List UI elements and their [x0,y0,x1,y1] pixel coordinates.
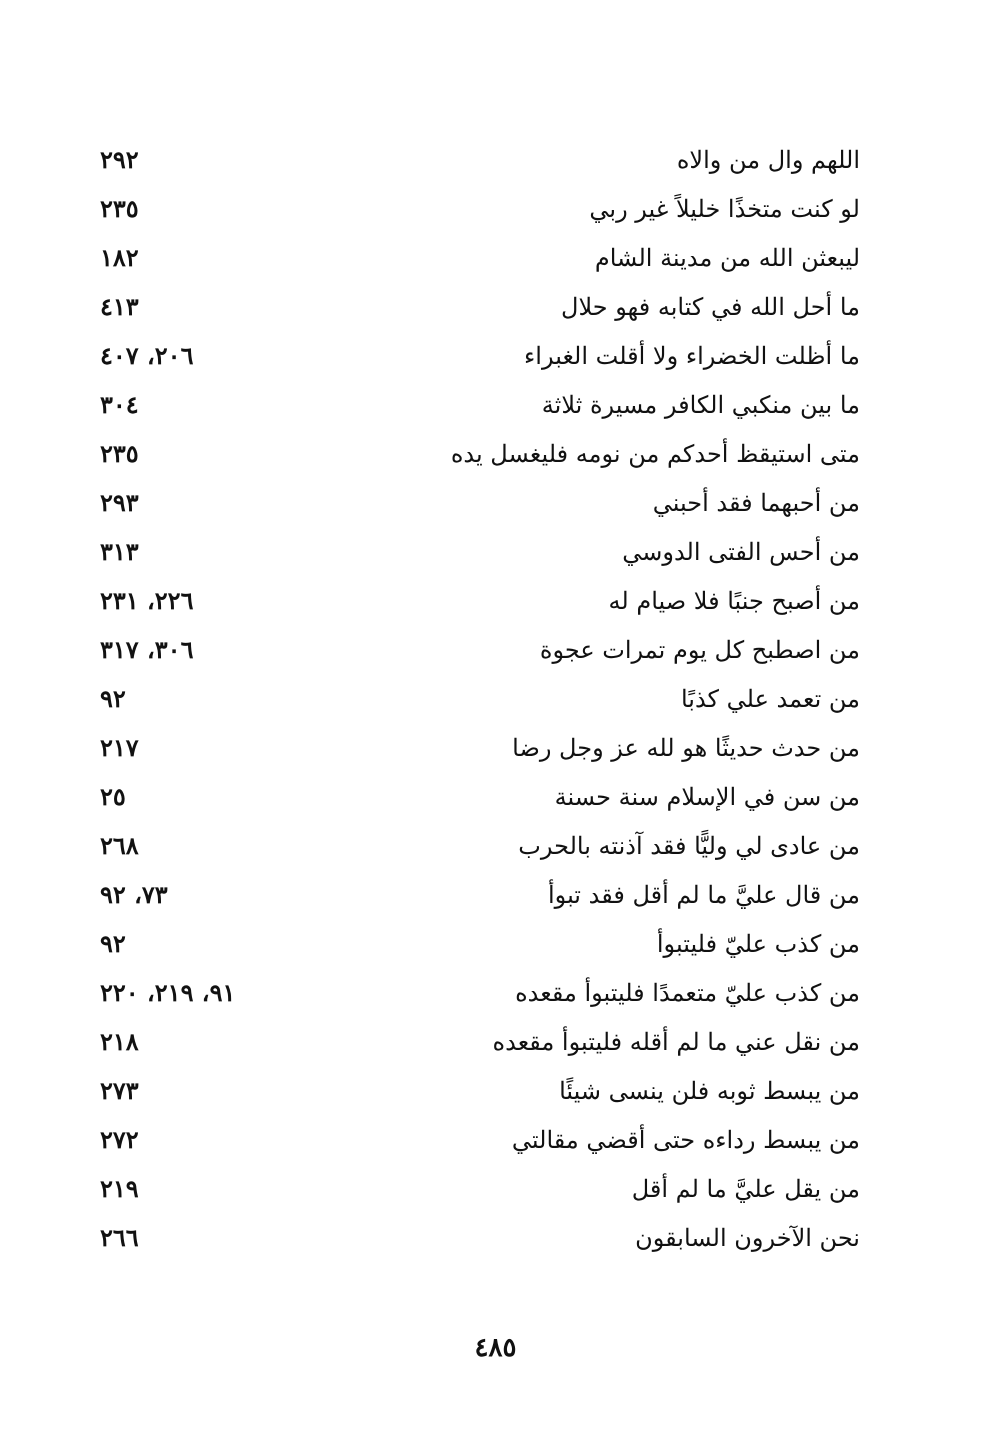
index-entry [100,334,860,383]
index-entry [100,1020,860,1069]
index-entry [100,530,860,579]
entry-text: ما أحل الله في كتابه فهو حلال [561,293,860,321]
entry-text: متى استيقظ أحدكم من نومه فليغسل يده [450,440,860,468]
entry-text: من قال عليَّ ما لم أقل فقد تبوأ [548,881,860,909]
entry-text: من يبسط رداءه حتى أقضي مقالتي [511,1126,860,1154]
entry-pages: ٢٣٥ [100,194,139,223]
index-entry [100,1118,860,1167]
entry-pages: ٩٢ [100,929,126,958]
entry-text: من حدث حديثًا هو لله عز وجل رضا [512,734,860,762]
entry-pages: ٢٩٣ [100,488,139,517]
index-entry [100,383,860,432]
entry-pages: ٢١٧ [100,733,139,762]
entry-text: من تعمد علي كذبًا [680,685,860,713]
entry-pages: ٢٧٢ [100,1125,139,1154]
entry-text: ليبعثن الله من مدينة الشام [594,244,860,272]
entry-text: ما بين منكبي الكافر مسيرة ثلاثة [541,391,860,419]
index-entry [100,873,860,922]
entry-text: من يقل عليَّ ما لم أقل [631,1175,860,1203]
entry-text: من اصطبح كل يوم تمرات عجوة [539,636,860,664]
entry-text: ما أظلت الخضراء ولا أقلت الغبراء [524,342,860,370]
entry-pages: ٢٩٢ [100,145,139,174]
entry-pages: ٩٢ [100,684,126,713]
entry-pages: ٢١٩ [100,1174,139,1203]
index-entry [100,922,860,971]
index-entry [100,775,860,824]
index-entry [100,285,860,334]
index-entry [100,1216,860,1265]
index-entry [100,1167,860,1216]
entry-pages: ١٨٢ [100,243,139,272]
index-entry [100,677,860,726]
entry-text: نحن الآخرون السابقون [635,1224,860,1252]
entry-pages: ٣١٣ [100,537,139,566]
index-entry [100,628,860,677]
entry-pages: ٣٠٤ [100,390,139,419]
entry-pages: ٢٢٦، ٢٣١ [100,586,194,615]
index-entry [100,824,860,873]
entry-text: من عادى لي وليًّا فقد آذنته بالحرب [518,832,860,860]
entry-text: من كذب عليّ فليتبوأ [656,930,860,958]
entry-pages: ٩١، ٢١٩، ٢٢٠ [100,978,236,1007]
index-entry [100,236,860,285]
entry-pages: ٣٠٦، ٣١٧ [100,635,194,664]
entry-text: من أحس الفتى الدوسي [622,538,860,566]
index-entry [100,579,860,628]
entry-text: اللهم وال من والاه [676,146,860,174]
entry-text: لو كنت متخذًا خليلاً غير ربي [589,195,860,223]
entry-text: من أحبهما فقد أحبني [652,489,860,517]
index-entry [100,138,860,187]
index-entry [100,971,860,1020]
entry-text: من نقل عني ما لم أقله فليتبوأ مقعده [492,1028,860,1056]
entry-pages: ٢٠٦، ٤٠٧ [100,341,194,370]
entry-pages: ٢٣٥ [100,439,139,468]
index-entry [100,1069,860,1118]
entry-pages: ٢٦٦ [100,1223,139,1252]
page-number: ٤٨٥ [474,1333,517,1363]
entry-text: من كذب عليّ متعمدًا فليتبوأ مقعده [515,979,860,1007]
entry-text: من أصبح جنبًا فلا صيام له [608,587,860,615]
entry-text: من سن في الإسلام سنة حسنة [554,783,860,811]
index-entry [100,432,860,481]
hadith-index-list [100,138,860,1265]
entry-pages: ٢٧٣ [100,1076,139,1105]
entry-pages: ٢٥ [100,782,126,811]
entry-pages: ٢١٨ [100,1027,139,1056]
entry-pages: ٢٦٨ [100,831,139,860]
entry-text: من يبسط ثوبه فلن ينسى شيئًا [559,1077,860,1105]
index-entry [100,481,860,530]
entry-pages: ٤١٣ [100,292,139,321]
index-entry [100,187,860,236]
index-entry [100,726,860,775]
entry-pages: ٧٣، ٩٢ [100,880,168,909]
